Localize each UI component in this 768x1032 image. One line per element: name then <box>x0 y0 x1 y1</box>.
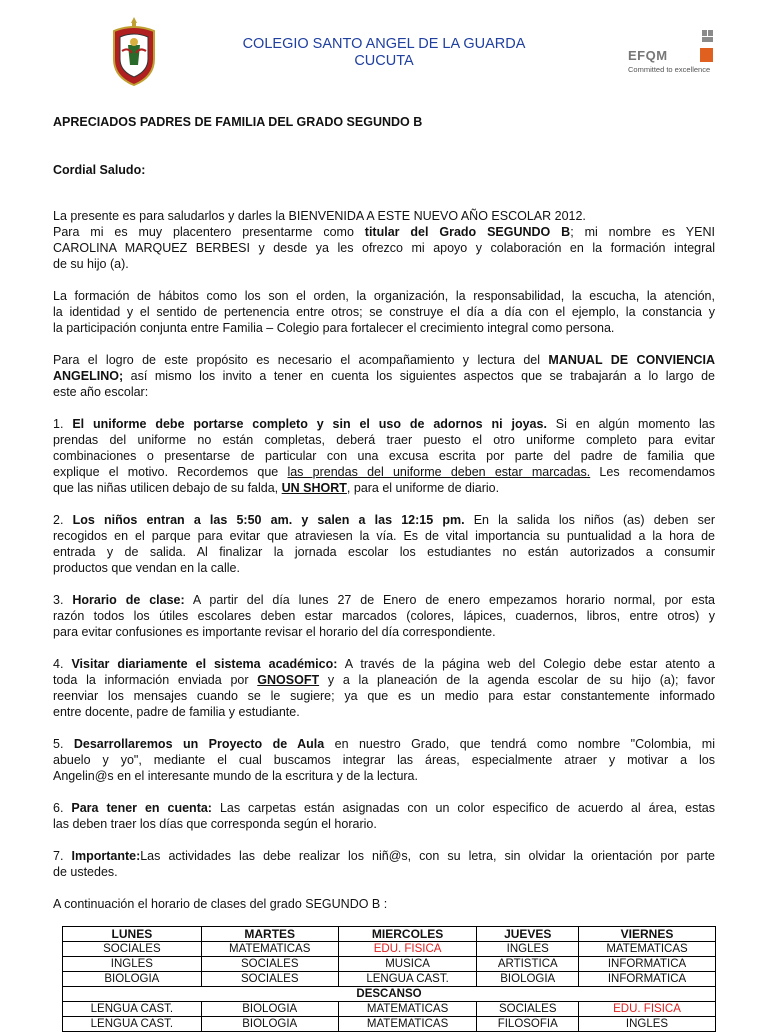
schedule-cell: INGLES <box>63 957 202 972</box>
table-row <box>63 972 716 987</box>
p3-line2: ANGELINO; así mismo los invito a tener en cuenta los siguientes aspectos que se trabajarán a lo largo de <box>53 369 715 383</box>
item5-line3: Angelin@s en el interesante mundo de la escritura y de la lectura. <box>53 769 418 783</box>
item1-line2: prendas del uniforme no están completas, deberá traer puesto el otro uniforme completo para evitar <box>53 433 715 447</box>
p1-line4: de su hijo (a). <box>53 257 129 271</box>
schedule-header-row <box>63 927 716 942</box>
p3-line3: este año escolar: <box>53 385 149 399</box>
item7-line2: de ustedes. <box>53 865 118 879</box>
schedule-cell: INGLES <box>477 942 579 957</box>
p1-line3: CAROLINA MARQUEZ BERBESI y desde ya les ofrezco mi apoyo y colaboración en la formación integral <box>53 241 715 255</box>
item7-line1: 7. Importante:Las actividades las debe realizar los niñ@s, con su letra, sin olvidar la orientación por parte <box>53 849 715 863</box>
schedule-cell: EDU. FISICA <box>338 942 477 957</box>
efqm-wordmark: EFQM <box>628 48 668 63</box>
item5-line1: 5. Desarrollaremos un Proyecto de Aula en nuestro Grado, que tendrá como nombre "Colombia, mi <box>53 737 715 751</box>
school-city: CUCUTA <box>354 53 414 69</box>
schedule-cell: MUSICA <box>338 957 477 972</box>
letterhead <box>0 0 768 100</box>
p2-line3: la participación conjunta entre Familia – Colegio para fortalecer el crecimiento integral como persona. <box>53 321 615 335</box>
schedule-cell: MATEMATICAS <box>338 1017 477 1032</box>
day-header: MARTES <box>201 927 338 942</box>
p1-line1: La presente es para saludarlos y darles la BIENVENIDA A ESTE NUEVO AÑO ESCOLAR 2012. <box>53 209 586 223</box>
p1-line2: Para mi es muy placentero presentarme como titular del Grado SEGUNDO B; mi nombre es YENI <box>53 225 715 239</box>
schedule-cell: INGLES <box>579 1017 716 1032</box>
item6-line1: 6. Para tener en cuenta: Las carpetas están asignadas con un color especifico de acuerdo al área, estas <box>53 801 715 815</box>
schedule-cell: SOCIALES <box>477 1002 579 1017</box>
day-header: VIERNES <box>579 927 716 942</box>
schedule-cell: INFORMATICA <box>579 972 716 987</box>
schedule-cell: FILOSOFIA <box>477 1017 579 1032</box>
efqm-tagline: Committed to excellence <box>628 65 711 74</box>
class-schedule-table <box>62 926 716 1032</box>
break-label: DESCANSO <box>63 987 716 1002</box>
item1-line1: 1. El uniforme debe portarse completo y sin el uso de adornos ni joyas. Si en algún momento las <box>53 417 715 431</box>
break-row <box>63 987 716 1002</box>
schedule-cell: INFORMATICA <box>579 957 716 972</box>
item2-line2: recogidos en el parque para evitar que atraviesen la vía. Es de vital importancia su puntualidad a la hora de <box>53 529 715 543</box>
item3-line1: 3. Horario de clase: A partir del día lunes 27 de Enero de enero empezamos horario normal, por esta <box>53 593 715 607</box>
schedule-cell: MATEMATICAS <box>579 942 716 957</box>
schedule-intro: A continuación el horario de clases del grado SEGUNDO B : <box>53 897 388 911</box>
schedule-cell: LENGUA CAST. <box>338 972 477 987</box>
table-row <box>63 1017 716 1032</box>
schedule-cell: MATEMATICAS <box>201 942 338 957</box>
schedule-cell: ARTISTICA <box>477 957 579 972</box>
day-header: JUEVES <box>477 927 579 942</box>
item3-line2: razón todos los útiles escolares deben estar marcados (colores, lápices, cuadernos, libros, entre otros) y <box>53 609 715 623</box>
day-header: MIERCOLES <box>338 927 477 942</box>
school-name: COLEGIO SANTO ANGEL DE LA GUARDA <box>242 36 526 52</box>
item1-line5: que las niñas utilicen debajo de su falda, UN SHORT, para el uniforme de diario. <box>53 481 500 495</box>
schedule-cell: BIOLOGIA <box>63 972 202 987</box>
p2-line1: La formación de hábitos como los son el orden, la organización, la responsabilidad, la escucha, la atención, <box>53 289 715 303</box>
schedule-cell: LENGUA CAST. <box>63 1017 202 1032</box>
schedule-cell: SOCIALES <box>201 957 338 972</box>
table-row <box>63 1002 716 1017</box>
schedule-cell: EDU. FISICA <box>579 1002 716 1017</box>
p2-line2: la identidad y el sentido de pertenencia entre otros; se construye el día a día con el ejemplo, la constancia y <box>53 305 715 319</box>
item2-line1: 2. Los niños entran a las 5:50 am. y salen a las 12:15 pm. En la salida los niños (as) deben ser <box>53 513 715 527</box>
schedule-cell: BIOLOGIA <box>201 1017 338 1032</box>
item6-line2: las deben traer los días que corresponda según el horario. <box>53 817 377 831</box>
table-row <box>63 957 716 972</box>
item2-line3: entrada y de salida. Al finalizar la jornada escolar los estudiantes no están autorizados a consumir <box>53 545 715 559</box>
schedule-cell: BIOLOGIA <box>201 1002 338 1017</box>
item4-line4: entre docente, padre de familia y estudiante. <box>53 705 300 719</box>
item4-line2: toda la información enviada por GNOSOFT y a la planeación de la agenda escolar de su hijo (a); favor <box>53 673 715 687</box>
item4-line1: 4. Visitar diariamente el sistema académico: A través de la página web del Colegio debe estar atento a <box>53 657 715 671</box>
item2-line4: productos que vendan en la calle. <box>53 561 240 575</box>
schedule-cell: SOCIALES <box>63 942 202 957</box>
item5-line2: abuelo y yo", mediante el cual buscamos integrar las áreas, especialmente atraer y motivar a los <box>53 753 715 767</box>
table-row <box>63 942 716 957</box>
schedule-cell: BIOLOGIA <box>477 972 579 987</box>
schedule-cell: MATEMATICAS <box>338 1002 477 1017</box>
school-crest-icon <box>108 15 160 87</box>
item4-line3: reenviar los mensajes cuando se le sugiere; ya que es un medio para estar constantemente informado <box>53 689 715 703</box>
letter-heading: APRECIADOS PADRES DE FAMILIA DEL GRADO SEGUNDO B <box>53 115 423 129</box>
item1-line3: combinaciones o presentarse de particular con una excusa escrita por parte del padre de familia que <box>53 449 715 463</box>
efqm-logo <box>626 30 718 74</box>
day-header: LUNES <box>63 927 202 942</box>
item3-line3: para evitar confusiones es importante revisar el horario del día correspondiente. <box>53 625 496 639</box>
schedule-cell: LENGUA CAST. <box>63 1002 202 1017</box>
item1-line4: explique el motivo. Recordemos que las prendas del uniforme deben estar marcadas. Les recomendamos <box>53 465 715 479</box>
greeting: Cordial Saludo: <box>53 163 146 177</box>
p3-line1: Para el logro de este propósito es necesario el acompañamiento y lectura del MANUAL DE CONVIENCIA <box>53 353 715 367</box>
schedule-cell: SOCIALES <box>201 972 338 987</box>
